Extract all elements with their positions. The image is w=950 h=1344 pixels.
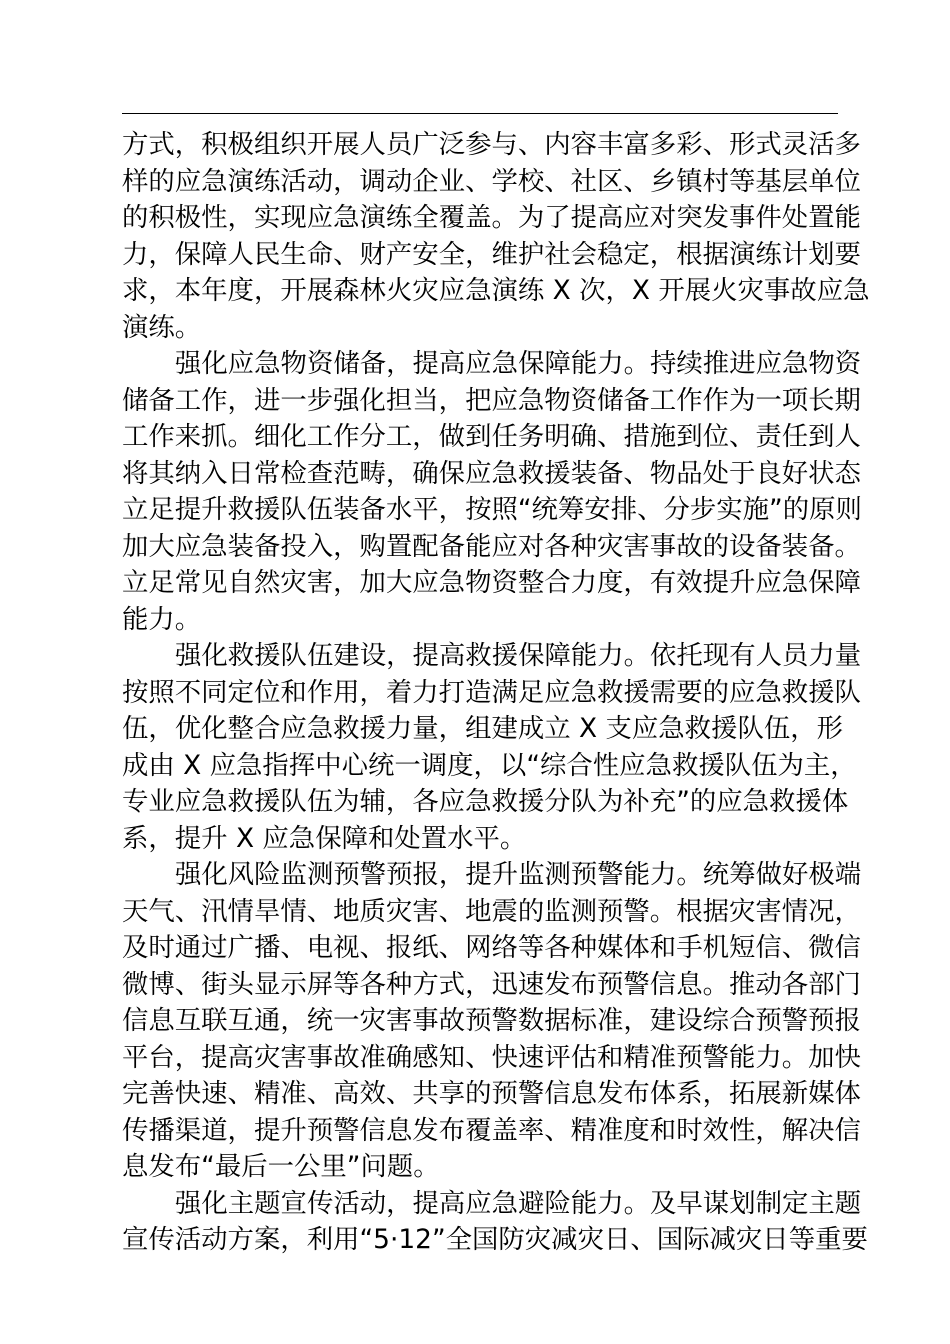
text-line: 专业应急救援队伍为辅，各应急救援分队为补充”的应急救援体 — [122, 786, 849, 817]
text-line: 工作来抓。细化工作分工，做到任务明确、措施到位、责任到人 — [122, 421, 861, 452]
text-line: 演练。 — [122, 311, 202, 343]
text-line: 方式，积极组织开展人员广泛参与、内容丰富多彩、形式灵活多 — [122, 129, 861, 160]
text-line: 样的应急演练活动，调动企业、学校、社区、乡镇村等基层单位 — [122, 165, 861, 197]
text-line: 立足常见自然灾害，加大应急物资整合力度，有效提升应急保障 — [122, 567, 861, 598]
text-line: 按照不同定位和作用，着力打造满足应急救援需要的应急救援队 — [122, 676, 861, 708]
text-line: 求，本年度，开展森林火灾应急演练 X 次，X 开展火灾事故应急 — [122, 275, 870, 306]
text-line: 及时通过广播、电视、报纸、网络等各种媒体和手机短信、微信 — [122, 932, 861, 963]
body-text — [122, 127, 870, 1259]
text-line: 将其纳入日常检查范畴，确保应急救援装备、物品处于良好状态 — [122, 457, 861, 489]
paragraph-first-line: 强化救援队伍建设，提高救援保障能力。依托现有人员力量 — [175, 640, 862, 671]
paragraph-first-line: 强化应急物资储备，提高应急保障能力。持续推进应急物资 — [175, 348, 862, 379]
text-line: 能力。 — [122, 603, 202, 635]
text-line: 成由 X 应急指挥中心统一调度，以“综合性应急救援队伍为主， — [122, 749, 857, 781]
paragraph-first-line: 强化主题宣传活动，提高应急避险能力。及早谋划制定主题 — [175, 1187, 862, 1219]
text-line: 储备工作，进一步强化担当，把应急物资储备工作作为一项长期 — [122, 384, 861, 416]
text-line: 天气、汛情旱情、地质灾害、地震的监测预警。根据灾害情况， — [122, 895, 861, 927]
text-line: 力，保障人民生命、财产安全，维护社会稳定，根据演练计划要 — [122, 238, 861, 270]
text-line: 完善快速、精准、高效、共享的预警信息发布体系，拓展新媒体 — [122, 1078, 861, 1109]
text-line: 微博、街头显示屏等各种方式，迅速发布预警信息。推动各部门 — [122, 968, 861, 1000]
text-line: 伍，优化整合应急救援力量，组建成立 X 支应急救援队伍，形 — [122, 713, 844, 744]
text-line: 系，提升 X 应急保障和处置水平。 — [122, 822, 527, 854]
text-line: 的积极性，实现应急演练全覆盖。为了提高应对突发事件处置能 — [122, 202, 861, 233]
text-line: 传播渠道，提升预警信息发布覆盖率、精准度和时效性，解决信 — [122, 1114, 861, 1146]
text-line: 宣传活动方案，利用“5·12”全国防灾减灾日、国际减灾日等重要 — [122, 1224, 868, 1255]
text-line: 加大应急装备投入，购置配备能应对各种灾害事故的设备装备。 — [122, 530, 861, 562]
text-line: 信息互联互通，统一灾害事故预警数据标准，建设综合预警预报 — [122, 1005, 861, 1036]
text-line: 平台，提高灾害事故准确感知、快速评估和精准预警能力。加快 — [122, 1041, 861, 1073]
text-line: 息发布“最后一公里”问题。 — [122, 1151, 440, 1182]
text-line: 立足提升救援队伍装备水平，按照“统筹安排、分步实施”的原则 — [122, 494, 862, 525]
header-rule — [122, 113, 838, 114]
paragraph-first-line: 强化风险监测预警预报，提升监测预警能力。统筹做好极端 — [175, 859, 862, 890]
